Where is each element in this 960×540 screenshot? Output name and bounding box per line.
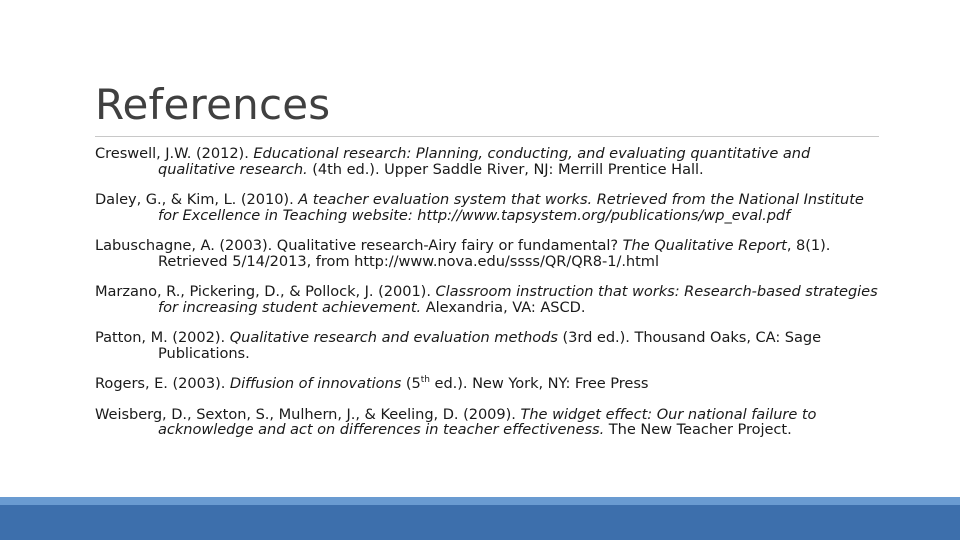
reference-title-text: Classroom instruction that works: Research-based strategies for increasing student achievement.	[158, 283, 878, 316]
reference-text: , 8(1). Retrieved 5/14/2013, from http://www.nova.edu/ssss/QR/QR8-1/.html	[158, 237, 831, 270]
references-list	[95, 146, 885, 453]
reference-text: Marzano, R., Pickering, D., & Pollock, J. (2001).	[95, 283, 436, 300]
reference-text: Creswell, J.W. (2012).	[95, 145, 254, 162]
reference-text: Weisberg, D., Sexton, S., Mulhern, J., & Keeling, D. (2009).	[95, 405, 521, 423]
reference-text: (5	[401, 375, 421, 392]
reference-item	[95, 146, 885, 177]
reference-item	[95, 407, 885, 438]
reference-title-text: The Qualitative Report	[622, 237, 787, 254]
reference-text: Patton, M. (2002).	[95, 329, 230, 346]
reference-text: Daley, G., & Kim, L. (2010).	[95, 191, 299, 208]
reference-text: th	[420, 375, 430, 386]
reference-title-text: The widget effect: Our national failure to acknowledge and act on differences in teacher effectiveness.	[158, 405, 817, 438]
reference-text: (3rd ed.). Thousand Oaks, CA: Sage Publications.	[158, 329, 822, 362]
slide-title: References	[95, 80, 331, 129]
reference-item	[95, 376, 885, 392]
reference-title-text: Diffusion of innovations	[229, 375, 402, 392]
reference-title-text: A teacher evaluation system that works. Retrieved from the National Institute for Excellence in Teaching website: http://www.tapsystem.org/publications/wp_eval.pdf	[158, 191, 864, 224]
reference-text: Alexandria, VA: ASCD.	[421, 298, 586, 316]
reference-text: Labuschagne, A. (2003). Qualitative research-Airy fairy or fundamental?	[95, 237, 623, 254]
reference-title-text: Qualitative research and evaluation methods	[229, 329, 558, 346]
footer-bar	[0, 505, 960, 540]
reference-text: ed.). New York, NY: Free Press	[429, 375, 649, 392]
reference-item	[95, 330, 885, 361]
reference-item	[95, 238, 885, 269]
footer-accent-bar	[0, 497, 960, 505]
reference-text: The New Teacher Project.	[604, 421, 792, 438]
reference-item	[95, 192, 885, 223]
reference-title-text: Educational research: Planning, conducting, and evaluating quantitative and qualitative research.	[158, 145, 811, 178]
reference-text: (4th ed.). Upper Saddle River, NJ: Merrill Prentice Hall.	[307, 160, 704, 178]
reference-item	[95, 284, 885, 315]
reference-text: Rogers, E. (2003).	[95, 375, 230, 392]
title-divider	[95, 136, 879, 137]
